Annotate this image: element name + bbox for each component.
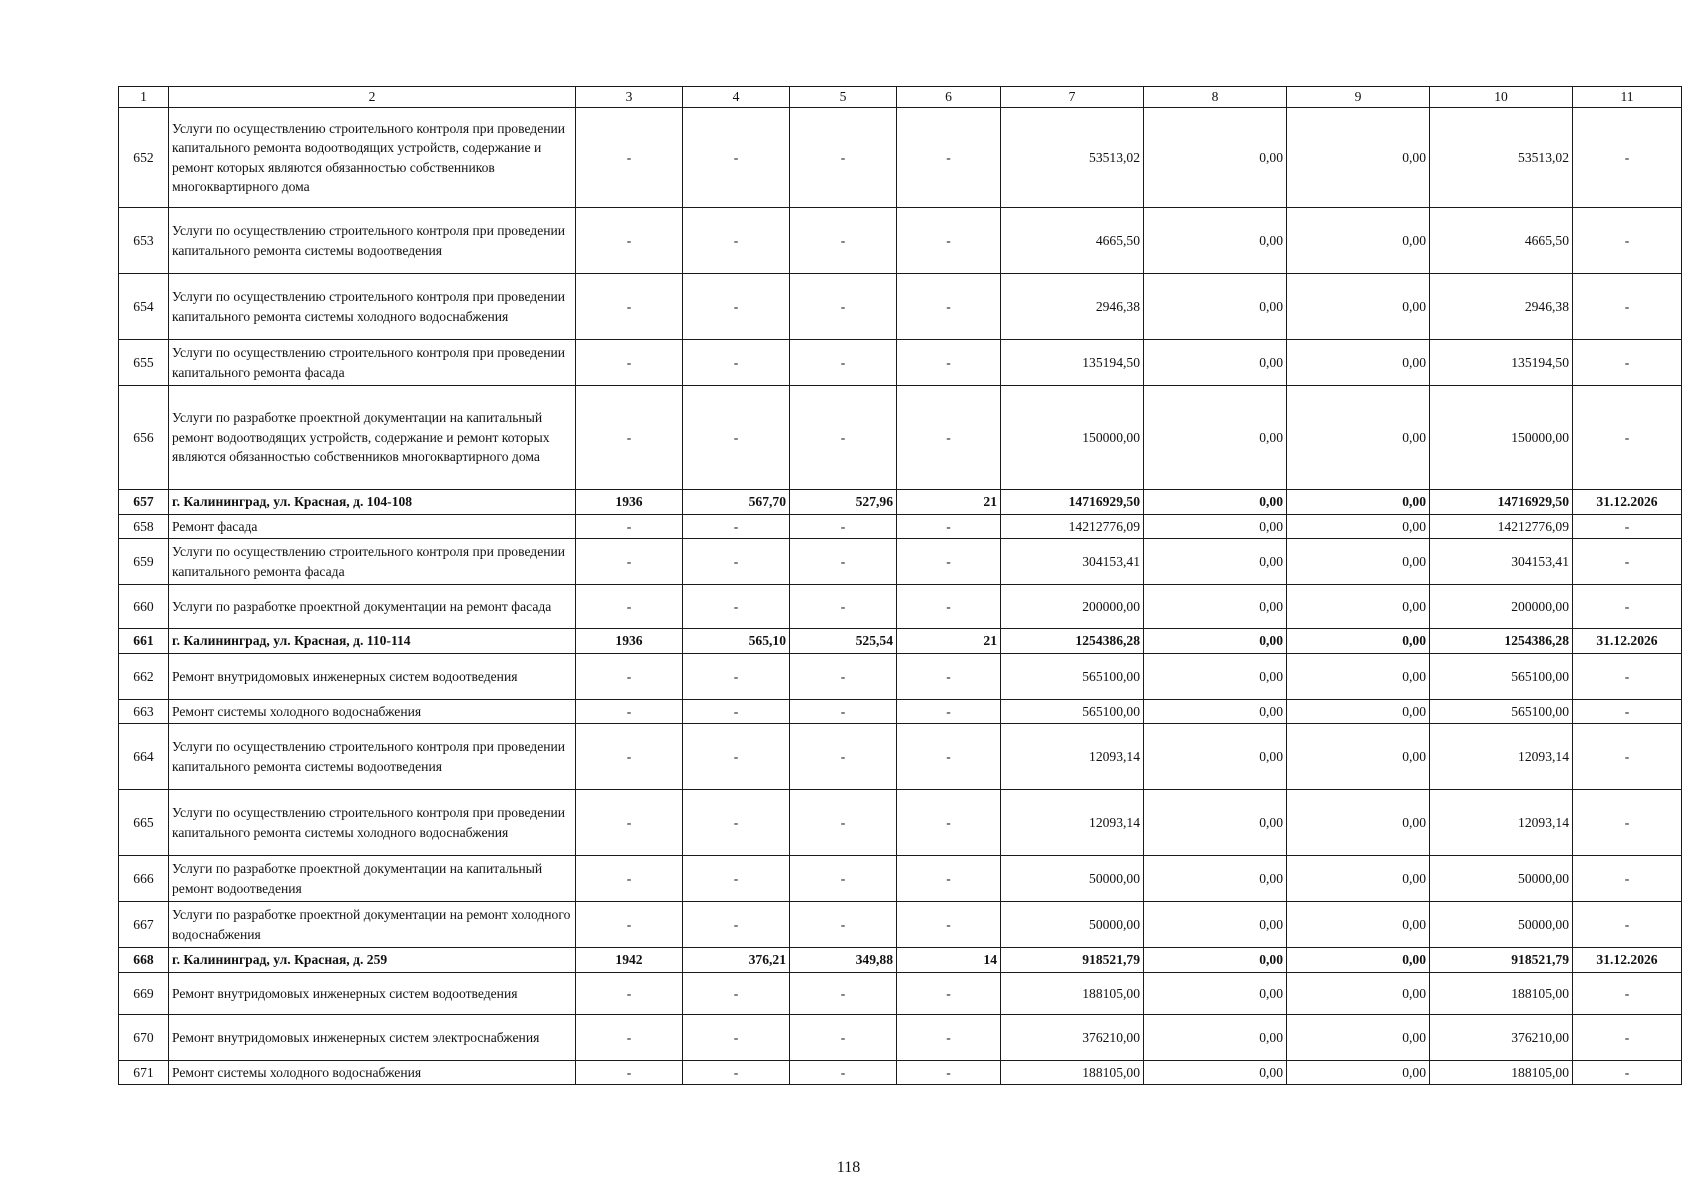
- row-number: 669: [119, 973, 169, 1015]
- cell-col4: -: [683, 724, 790, 790]
- row-description: г. Калининград, ул. Красная, д. 104-108: [169, 490, 576, 515]
- cell-col11: -: [1573, 724, 1682, 790]
- row-description: Услуги по разработке проектной документации на ремонт холодного водоснабжения: [169, 902, 576, 948]
- cell-col5: -: [790, 1015, 897, 1061]
- cell-col9: 0,00: [1287, 629, 1430, 654]
- row-number: 662: [119, 654, 169, 700]
- cell-col11: -: [1573, 973, 1682, 1015]
- col-header-9: 9: [1287, 87, 1430, 108]
- cell-col9: 0,00: [1287, 790, 1430, 856]
- cell-col9: 0,00: [1287, 585, 1430, 629]
- table-row: [119, 386, 1682, 490]
- cell-col6: -: [897, 585, 1001, 629]
- row-description: Ремонт фасада: [169, 515, 576, 539]
- cell-col8: 0,00: [1144, 654, 1287, 700]
- row-description: Услуги по разработке проектной документации на капитальный ремонт водоотводящих устройств, содержание и ремонт которых являются обязанностью собственников многоквартирного дома: [169, 386, 576, 490]
- cell-col10: 200000,00: [1430, 585, 1573, 629]
- cell-col7: 188105,00: [1001, 973, 1144, 1015]
- cell-col6: -: [897, 654, 1001, 700]
- cell-col9: 0,00: [1287, 948, 1430, 973]
- cell-col10: 12093,14: [1430, 790, 1573, 856]
- cell-col9: 0,00: [1287, 208, 1430, 274]
- cell-col4: -: [683, 515, 790, 539]
- cell-col7: 565100,00: [1001, 654, 1144, 700]
- cell-col4: 565,10: [683, 629, 790, 654]
- cell-col6: -: [897, 539, 1001, 585]
- cell-col8: 0,00: [1144, 386, 1287, 490]
- row-description: Услуги по осуществлению строительного контроля при проведении капитального ремонта водоотводящих устройств, содержание и ремонт которых являются обязанностью собственников многоквартирного дома: [169, 108, 576, 208]
- cell-col4: -: [683, 340, 790, 386]
- cell-col7: 565100,00: [1001, 700, 1144, 724]
- cell-col6: 14: [897, 948, 1001, 973]
- cell-col7: 14716929,50: [1001, 490, 1144, 515]
- cell-col8: 0,00: [1144, 1061, 1287, 1085]
- address-row: [119, 629, 1682, 654]
- cell-col3: -: [576, 585, 683, 629]
- col-header-6: 6: [897, 87, 1001, 108]
- cell-col7: 150000,00: [1001, 386, 1144, 490]
- row-description: г. Калининград, ул. Красная, д. 259: [169, 948, 576, 973]
- cell-col5: -: [790, 274, 897, 340]
- row-number: 653: [119, 208, 169, 274]
- row-description: Ремонт внутридомовых инженерных систем электроснабжения: [169, 1015, 576, 1061]
- row-number: 664: [119, 724, 169, 790]
- cell-col10: 50000,00: [1430, 856, 1573, 902]
- cell-col7: 12093,14: [1001, 790, 1144, 856]
- cell-col3: -: [576, 108, 683, 208]
- cell-col11: -: [1573, 700, 1682, 724]
- row-description: Услуги по осуществлению строительного контроля при проведении капитального ремонта системы холодного водоснабжения: [169, 274, 576, 340]
- cell-col6: -: [897, 208, 1001, 274]
- cell-col6: -: [897, 724, 1001, 790]
- cell-col6: -: [897, 973, 1001, 1015]
- cell-col4: 376,21: [683, 948, 790, 973]
- cell-col8: 0,00: [1144, 902, 1287, 948]
- cell-col4: -: [683, 790, 790, 856]
- cell-col10: 918521,79: [1430, 948, 1573, 973]
- cell-col5: -: [790, 654, 897, 700]
- table-row: [119, 700, 1682, 724]
- cell-col10: 150000,00: [1430, 386, 1573, 490]
- cell-col8: 0,00: [1144, 724, 1287, 790]
- row-number: 660: [119, 585, 169, 629]
- cell-col3: 1936: [576, 490, 683, 515]
- table-row: [119, 1015, 1682, 1061]
- cell-col7: 188105,00: [1001, 1061, 1144, 1085]
- row-description: Услуги по разработке проектной документации на ремонт фасада: [169, 585, 576, 629]
- cell-col5: -: [790, 1061, 897, 1085]
- cell-col5: -: [790, 902, 897, 948]
- col-header-3: 3: [576, 87, 683, 108]
- cell-col9: 0,00: [1287, 386, 1430, 490]
- cell-col5: 525,54: [790, 629, 897, 654]
- cell-col7: 200000,00: [1001, 585, 1144, 629]
- cell-col4: -: [683, 1061, 790, 1085]
- cell-col7: 135194,50: [1001, 340, 1144, 386]
- cell-col10: 188105,00: [1430, 1061, 1573, 1085]
- cell-col3: -: [576, 724, 683, 790]
- row-number: 658: [119, 515, 169, 539]
- cell-col9: 0,00: [1287, 1061, 1430, 1085]
- col-header-2: 2: [169, 87, 576, 108]
- cell-col3: -: [576, 856, 683, 902]
- cell-col3: -: [576, 340, 683, 386]
- cell-col6: -: [897, 1015, 1001, 1061]
- cell-col3: -: [576, 654, 683, 700]
- row-description: Ремонт системы холодного водоснабжения: [169, 700, 576, 724]
- cell-col6: -: [897, 790, 1001, 856]
- cell-col9: 0,00: [1287, 1015, 1430, 1061]
- cell-col6: -: [897, 386, 1001, 490]
- cell-col5: -: [790, 585, 897, 629]
- cell-col8: 0,00: [1144, 948, 1287, 973]
- cell-col5: 527,96: [790, 490, 897, 515]
- cell-col11: -: [1573, 539, 1682, 585]
- cell-col7: 12093,14: [1001, 724, 1144, 790]
- cell-col3: -: [576, 515, 683, 539]
- row-number: 670: [119, 1015, 169, 1061]
- cell-col11: -: [1573, 515, 1682, 539]
- cell-col7: 1254386,28: [1001, 629, 1144, 654]
- row-number: 668: [119, 948, 169, 973]
- cell-col5: -: [790, 973, 897, 1015]
- cell-col10: 2946,38: [1430, 274, 1573, 340]
- cell-col3: -: [576, 386, 683, 490]
- cell-col4: -: [683, 700, 790, 724]
- cell-col11: -: [1573, 1061, 1682, 1085]
- cell-col9: 0,00: [1287, 539, 1430, 585]
- cell-col7: 304153,41: [1001, 539, 1144, 585]
- cell-col5: -: [790, 208, 897, 274]
- table-body: [119, 87, 1682, 1085]
- table-row: [119, 208, 1682, 274]
- cell-col6: -: [897, 1061, 1001, 1085]
- cell-col4: 567,70: [683, 490, 790, 515]
- cell-col4: -: [683, 902, 790, 948]
- cell-col5: -: [790, 790, 897, 856]
- cell-col5: -: [790, 724, 897, 790]
- row-number: 659: [119, 539, 169, 585]
- cell-col5: -: [790, 539, 897, 585]
- row-description: Услуги по осуществлению строительного контроля при проведении капитального ремонта системы холодного водоснабжения: [169, 790, 576, 856]
- cell-col8: 0,00: [1144, 1015, 1287, 1061]
- column-number-header-row: [119, 87, 1682, 108]
- row-number: 655: [119, 340, 169, 386]
- cell-col8: 0,00: [1144, 700, 1287, 724]
- row-number: 665: [119, 790, 169, 856]
- cell-col9: 0,00: [1287, 700, 1430, 724]
- table-row: [119, 108, 1682, 208]
- table-row: [119, 585, 1682, 629]
- col-header-7: 7: [1001, 87, 1144, 108]
- cell-col10: 12093,14: [1430, 724, 1573, 790]
- cell-col9: 0,00: [1287, 108, 1430, 208]
- cell-col8: 0,00: [1144, 340, 1287, 386]
- cell-col6: -: [897, 515, 1001, 539]
- row-number: 667: [119, 902, 169, 948]
- page-number: 118: [836, 1159, 861, 1176]
- row-number: 656: [119, 386, 169, 490]
- cell-col3: -: [576, 790, 683, 856]
- col-header-1: 1: [119, 87, 169, 108]
- cell-col10: 1254386,28: [1430, 629, 1573, 654]
- cell-col8: 0,00: [1144, 274, 1287, 340]
- cell-col4: -: [683, 654, 790, 700]
- address-row: [119, 490, 1682, 515]
- table-row: [119, 973, 1682, 1015]
- cell-col5: 349,88: [790, 948, 897, 973]
- cell-col11: 31.12.2026: [1573, 629, 1682, 654]
- table-row: [119, 902, 1682, 948]
- row-number: 663: [119, 700, 169, 724]
- cell-col3: -: [576, 973, 683, 1015]
- cell-col8: 0,00: [1144, 973, 1287, 1015]
- cell-col11: -: [1573, 902, 1682, 948]
- cell-col4: -: [683, 274, 790, 340]
- cell-col7: 376210,00: [1001, 1015, 1144, 1061]
- row-number: 654: [119, 274, 169, 340]
- cell-col11: -: [1573, 274, 1682, 340]
- cell-col4: -: [683, 208, 790, 274]
- cell-col8: 0,00: [1144, 790, 1287, 856]
- cell-col6: 21: [897, 490, 1001, 515]
- cell-col10: 14212776,09: [1430, 515, 1573, 539]
- cell-col7: 4665,50: [1001, 208, 1144, 274]
- cell-col3: -: [576, 539, 683, 585]
- table-row: [119, 654, 1682, 700]
- cell-col4: -: [683, 585, 790, 629]
- cell-col7: 53513,02: [1001, 108, 1144, 208]
- cell-col9: 0,00: [1287, 274, 1430, 340]
- cell-col5: -: [790, 700, 897, 724]
- col-header-5: 5: [790, 87, 897, 108]
- col-header-11: 11: [1573, 87, 1682, 108]
- cell-col8: 0,00: [1144, 515, 1287, 539]
- cell-col10: 565100,00: [1430, 700, 1573, 724]
- cell-col11: -: [1573, 108, 1682, 208]
- col-header-8: 8: [1144, 87, 1287, 108]
- row-description: Услуги по осуществлению строительного контроля при проведении капитального ремонта системы водоотведения: [169, 208, 576, 274]
- row-description: Услуги по осуществлению строительного контроля при проведении капитального ремонта системы водоотведения: [169, 724, 576, 790]
- cell-col8: 0,00: [1144, 856, 1287, 902]
- col-header-10: 10: [1430, 87, 1573, 108]
- row-number: 661: [119, 629, 169, 654]
- cell-col3: -: [576, 1061, 683, 1085]
- col-header-4: 4: [683, 87, 790, 108]
- row-number: 652: [119, 108, 169, 208]
- cell-col9: 0,00: [1287, 654, 1430, 700]
- cell-col11: -: [1573, 386, 1682, 490]
- cell-col4: -: [683, 539, 790, 585]
- cell-col8: 0,00: [1144, 539, 1287, 585]
- cell-col9: 0,00: [1287, 515, 1430, 539]
- cell-col7: 50000,00: [1001, 856, 1144, 902]
- row-number: 666: [119, 856, 169, 902]
- table-row: [119, 1061, 1682, 1085]
- cell-col7: 50000,00: [1001, 902, 1144, 948]
- cell-col10: 188105,00: [1430, 973, 1573, 1015]
- cell-col6: -: [897, 902, 1001, 948]
- cell-col8: 0,00: [1144, 629, 1287, 654]
- cell-col5: -: [790, 108, 897, 208]
- cell-col11: -: [1573, 208, 1682, 274]
- table-row: [119, 515, 1682, 539]
- cell-col5: -: [790, 515, 897, 539]
- row-number: 671: [119, 1061, 169, 1085]
- cell-col11: -: [1573, 585, 1682, 629]
- cell-col11: -: [1573, 790, 1682, 856]
- cell-col9: 0,00: [1287, 340, 1430, 386]
- row-description: Услуги по разработке проектной документации на капитальный ремонт водоотведения: [169, 856, 576, 902]
- cell-col10: 135194,50: [1430, 340, 1573, 386]
- cell-col7: 14212776,09: [1001, 515, 1144, 539]
- row-description: г. Калининград, ул. Красная, д. 110-114: [169, 629, 576, 654]
- row-description: Услуги по осуществлению строительного контроля при проведении капитального ремонта фасада: [169, 340, 576, 386]
- cell-col5: -: [790, 856, 897, 902]
- cell-col11: 31.12.2026: [1573, 490, 1682, 515]
- table-row: [119, 274, 1682, 340]
- table-row: [119, 539, 1682, 585]
- cell-col4: -: [683, 973, 790, 1015]
- cell-col10: 50000,00: [1430, 902, 1573, 948]
- cell-col8: 0,00: [1144, 490, 1287, 515]
- row-description: Ремонт внутридомовых инженерных систем водоотведения: [169, 973, 576, 1015]
- cell-col5: -: [790, 340, 897, 386]
- cell-col4: -: [683, 108, 790, 208]
- cell-col3: 1942: [576, 948, 683, 973]
- cell-col10: 4665,50: [1430, 208, 1573, 274]
- cell-col4: -: [683, 1015, 790, 1061]
- cell-col9: 0,00: [1287, 856, 1430, 902]
- cell-col11: -: [1573, 654, 1682, 700]
- cell-col6: -: [897, 108, 1001, 208]
- table-row: [119, 340, 1682, 386]
- cell-col3: -: [576, 700, 683, 724]
- row-description: Услуги по осуществлению строительного контроля при проведении капитального ремонта фасада: [169, 539, 576, 585]
- cell-col10: 53513,02: [1430, 108, 1573, 208]
- cell-col3: 1936: [576, 629, 683, 654]
- table-row: [119, 856, 1682, 902]
- table-row: [119, 724, 1682, 790]
- cell-col7: 2946,38: [1001, 274, 1144, 340]
- cell-col6: -: [897, 340, 1001, 386]
- cell-col9: 0,00: [1287, 490, 1430, 515]
- cell-col11: -: [1573, 340, 1682, 386]
- cell-col6: 21: [897, 629, 1001, 654]
- cell-col8: 0,00: [1144, 108, 1287, 208]
- cell-col9: 0,00: [1287, 724, 1430, 790]
- cell-col7: 918521,79: [1001, 948, 1144, 973]
- row-number: 657: [119, 490, 169, 515]
- cell-col3: -: [576, 902, 683, 948]
- cell-col8: 0,00: [1144, 585, 1287, 629]
- cell-col10: 565100,00: [1430, 654, 1573, 700]
- cell-col4: -: [683, 856, 790, 902]
- cell-col3: -: [576, 208, 683, 274]
- cell-col10: 376210,00: [1430, 1015, 1573, 1061]
- cell-col11: 31.12.2026: [1573, 948, 1682, 973]
- cell-col6: -: [897, 700, 1001, 724]
- cell-col5: -: [790, 386, 897, 490]
- row-description: Ремонт внутридомовых инженерных систем водоотведения: [169, 654, 576, 700]
- repair-plan-table: [118, 86, 1682, 1085]
- cell-col6: -: [897, 274, 1001, 340]
- cell-col9: 0,00: [1287, 973, 1430, 1015]
- cell-col3: -: [576, 1015, 683, 1061]
- cell-col11: -: [1573, 856, 1682, 902]
- cell-col3: -: [576, 274, 683, 340]
- cell-col9: 0,00: [1287, 902, 1430, 948]
- cell-col6: -: [897, 856, 1001, 902]
- row-description: Ремонт системы холодного водоснабжения: [169, 1061, 576, 1085]
- cell-col8: 0,00: [1144, 208, 1287, 274]
- cell-col10: 304153,41: [1430, 539, 1573, 585]
- cell-col10: 14716929,50: [1430, 490, 1573, 515]
- address-row: [119, 948, 1682, 973]
- cell-col11: -: [1573, 1015, 1682, 1061]
- cell-col4: -: [683, 386, 790, 490]
- table-row: [119, 790, 1682, 856]
